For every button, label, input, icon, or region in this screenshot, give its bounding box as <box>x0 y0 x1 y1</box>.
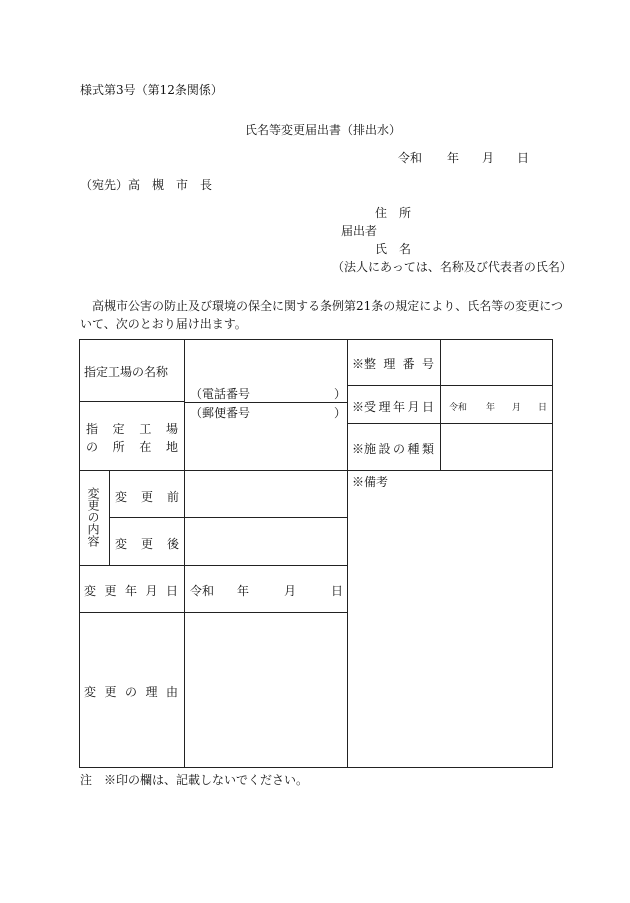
ref-number-label: ※整 理 番 号 <box>352 357 434 371</box>
date-day: 日 <box>517 151 530 165</box>
footnote: 注 ※印の欄は、記載しないでください。 <box>80 773 309 787</box>
after-label: 変 更 後 <box>115 537 179 551</box>
reason-label: 変 更 の 理 由 <box>84 685 178 699</box>
receipt-date-month: 月 <box>512 403 522 413</box>
corporation-note: （法人にあっては、名称及び代表者の氏名） <box>332 260 572 274</box>
facility-type-label: ※施 設 の 種 類 <box>352 442 434 456</box>
change-date-month: 月 <box>284 584 297 598</box>
date-month: 月 <box>482 151 495 165</box>
reason-field[interactable] <box>186 614 346 766</box>
address-label: 住 所 <box>375 206 412 220</box>
before-label: 変 更 前 <box>115 490 179 504</box>
name-label: 氏 名 <box>375 242 412 256</box>
change-date-era: 令和 <box>190 584 215 598</box>
after-field[interactable] <box>186 519 346 564</box>
body-text-line1: 高槻市公害の防止及び環境の保全に関する条例第21条の規定により、氏名等の変更につ <box>92 299 564 313</box>
factory-location-label-row1: 指 定 工 場 <box>86 422 178 436</box>
receipt-date-day: 日 <box>538 403 548 413</box>
notifier-label: 届出者 <box>341 224 378 238</box>
receipt-date-era: 令和 <box>449 403 468 413</box>
ref-number-field <box>442 341 551 384</box>
factory-name-label: 指定工場の名称 <box>84 365 169 379</box>
body-text-line2: いて、次のとおり届け出ます。 <box>80 317 247 331</box>
date-era: 令和 <box>398 151 423 165</box>
form-number: 様式第3号（第12条関係） <box>80 83 223 97</box>
phone-close: ） <box>334 387 347 401</box>
factory-location-label-row2: の 所 在 地 <box>86 440 178 454</box>
change-content-label: 変更の内容 <box>86 487 100 547</box>
change-date-year: 年 <box>237 584 250 598</box>
change-date-label: 変 更 年 月 日 <box>84 584 178 598</box>
phone-label: （電話番号 <box>190 387 251 401</box>
postal-close: ） <box>334 406 347 420</box>
form-title: 氏名等変更届出書（排出水） <box>245 123 402 137</box>
postal-label: （郵便番号 <box>190 406 251 420</box>
date-year: 年 <box>447 151 460 165</box>
receipt-date-year: 年 <box>486 403 496 413</box>
receipt-date-label: ※受 理 年 月 日 <box>352 400 434 414</box>
facility-type-field <box>442 425 551 469</box>
before-field[interactable] <box>186 472 346 516</box>
remarks-field <box>349 490 551 766</box>
change-date-day: 日 <box>331 584 344 598</box>
remarks-label: ※備考 <box>352 475 389 489</box>
addressee: （宛先）高 槻 市 長 <box>80 178 213 192</box>
